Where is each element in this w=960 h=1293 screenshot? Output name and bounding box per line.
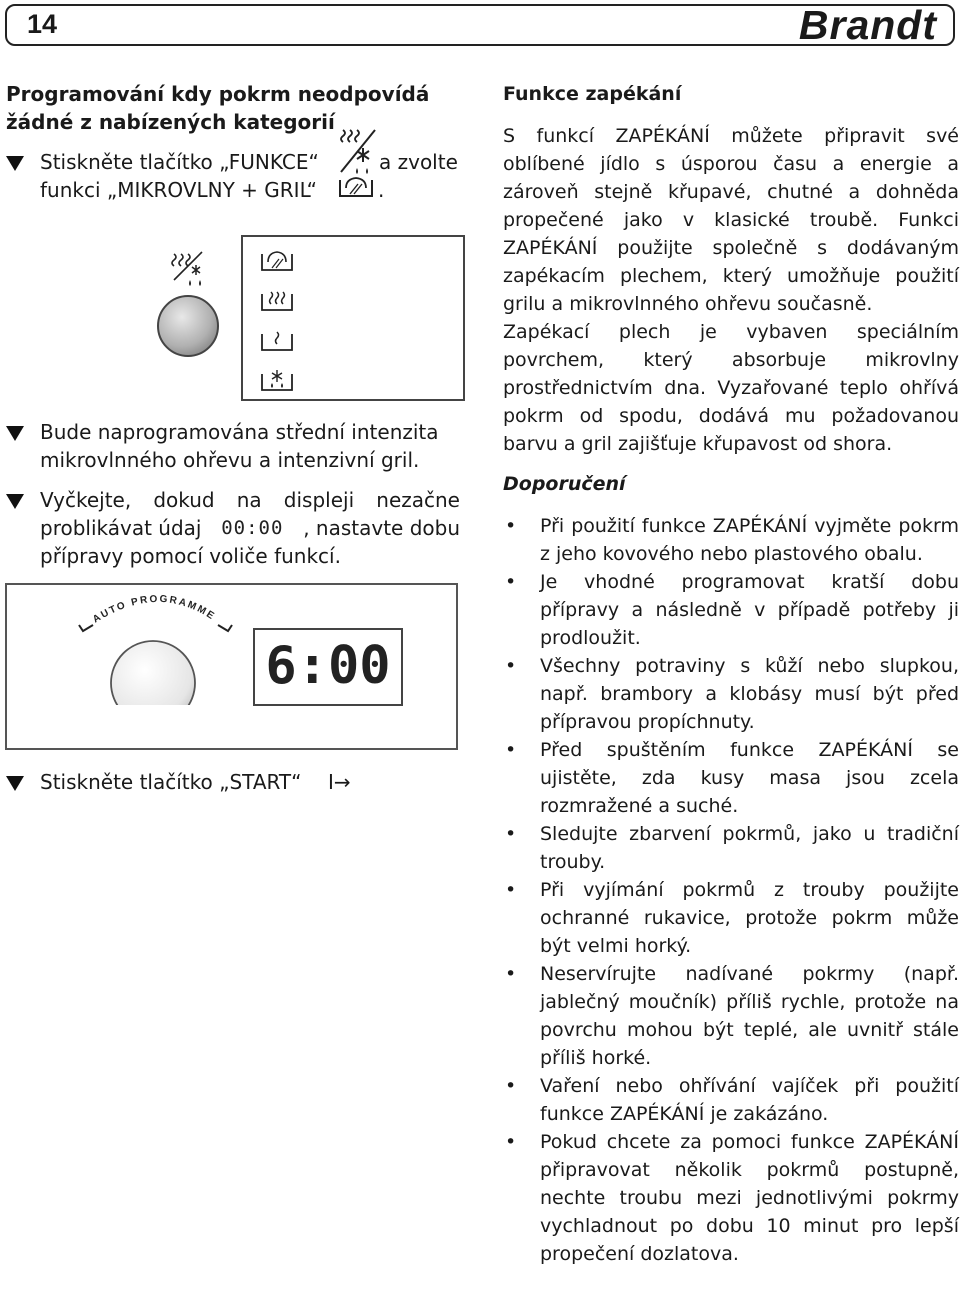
step3-text-b: , nastavte dobu bbox=[303, 516, 460, 540]
programme-panel bbox=[5, 583, 458, 750]
step1-suffix: a zvolte bbox=[379, 150, 458, 174]
step4-text: Stiskněte tlačítko „START“ bbox=[40, 770, 302, 794]
right-heading: Funkce zapékání bbox=[503, 83, 682, 105]
page-number: 14 bbox=[27, 9, 58, 39]
time-display bbox=[253, 628, 403, 706]
step1-function: funkci „MIKROVLNY + GRIL“ bbox=[40, 178, 318, 202]
combi-function-icon bbox=[262, 252, 292, 270]
list-item: • Sledujte zbarvení pokrmů, jako u tradiční trouby. bbox=[503, 820, 959, 876]
list-item: • Při vyjímání pokrmů z trouby použijte ochranné rukavice, protože pokrm může být velmi horký. bbox=[503, 876, 959, 960]
list-item: • Pokud chcete za pomoci funkce ZAPÉKÁNÍ připravovat několik pokrmů postupně, nechte troubu mezi jednotlivými pokrmy vychladnout po dobu 10 minut pro lepší propečení dozlatova. bbox=[503, 1128, 959, 1268]
display-time: 6:00 bbox=[265, 636, 391, 696]
page-header bbox=[5, 4, 955, 46]
step-marker-icon bbox=[6, 156, 24, 171]
list-item: • Při použití funkce ZAPÉKÁNÍ vyjměte pokrm z jeho kovového nebo plastového obalu. bbox=[503, 512, 959, 568]
list-item: • Neservírujte nadívané pokrmy (např. jablečný moučník) příliš rychle, protože na povrchu mohou být teplé, ale uvnitř stále příliš horké. bbox=[503, 960, 959, 1072]
microwave-plus-grill-icon bbox=[338, 172, 374, 200]
step3-text-a: problikávat údaj bbox=[40, 516, 202, 540]
knob-symbol-icon bbox=[172, 252, 202, 286]
step1-text: Stiskněte tlačítko „FUNKCE“ bbox=[40, 150, 319, 174]
step-function bbox=[6, 148, 462, 204]
step-wait bbox=[6, 486, 460, 570]
recommendations-list bbox=[503, 512, 959, 1268]
step1-end: . bbox=[378, 178, 385, 202]
step-start bbox=[6, 768, 460, 796]
step2-text: Bude naprogramována střední intenzita mikrovlnného ohřevu a intenzivní gril. bbox=[40, 420, 439, 472]
list-item: • Je vhodné programovat kratší dobu přípravy a následně v případě potřeby ji prodloužit. bbox=[503, 568, 959, 652]
paragraph-2: Zapékací plech je vybaven speciálním povrchem, který absorbuje mikrovlny prostřednictvím dna. Vyzařované teplo ohřívá pokrm od spodu, dodává mu požadovanou barvu a gril zajišťuje křupavost od shora. bbox=[503, 321, 959, 455]
function-knob bbox=[158, 296, 218, 356]
step-marker-icon bbox=[6, 776, 24, 791]
grill-function-icon bbox=[262, 292, 292, 310]
step-marker-icon bbox=[6, 494, 24, 509]
defrost-function-icon bbox=[262, 370, 292, 390]
microwave-function-icon bbox=[262, 332, 292, 350]
list-item: • Všechny potraviny s kůží nebo slupkou, např. brambory a klobásy musí být před přípravou propíchnuty. bbox=[503, 652, 959, 736]
brand-logo: Brandt bbox=[798, 2, 937, 48]
paragraph-1: S funkcí ZAPÉKÁNÍ můžete připravit své oblíbené jídlo s úsporou času a energie a zároveň stejně křupavé, chutné a dohněda propečené jako v klasické troubě. Funkci ZAPÉKÁNÍ použijte společně s dodávaným zapékacím plechem, který umožňuje použití grilu a mikrovlnného ohřevu současně. bbox=[503, 125, 959, 315]
left-column bbox=[6, 80, 462, 568]
recommendations-heading: Doporučení bbox=[503, 473, 626, 495]
programme-knob bbox=[111, 641, 195, 705]
list-item: • Vaření nebo ohřívání vajíček při použití funkce ZAPÉKÁNÍ je zakázáno. bbox=[503, 1072, 959, 1128]
step-marker-icon bbox=[6, 426, 24, 441]
blinking-code: 00:00 bbox=[221, 517, 284, 539]
auto-programme-text: AUTO PROGRAMME bbox=[90, 593, 218, 626]
step-info bbox=[6, 418, 460, 474]
svg-text:AUTO PROGRAMME bbox=[91, 594, 217, 626]
list-item: • Před spuštěním funkce ZAPÉKÁNÍ se ujistěte, zda kusy masa jsou zcela rozmražené a suché. bbox=[503, 736, 959, 820]
function-panel bbox=[6, 230, 466, 406]
step3-line1: Vyčkejte, dokud na displeji nezačne bbox=[40, 488, 460, 512]
start-icon: I→ bbox=[328, 770, 351, 794]
right-column bbox=[503, 80, 959, 1268]
auto-programme-label bbox=[7, 585, 247, 705]
step3-line3: přípravy pomocí voliče funkcí. bbox=[40, 544, 341, 568]
left-heading: Programování kdy pokrm neodpovídá žádné z nabízených kategorií bbox=[6, 82, 430, 134]
